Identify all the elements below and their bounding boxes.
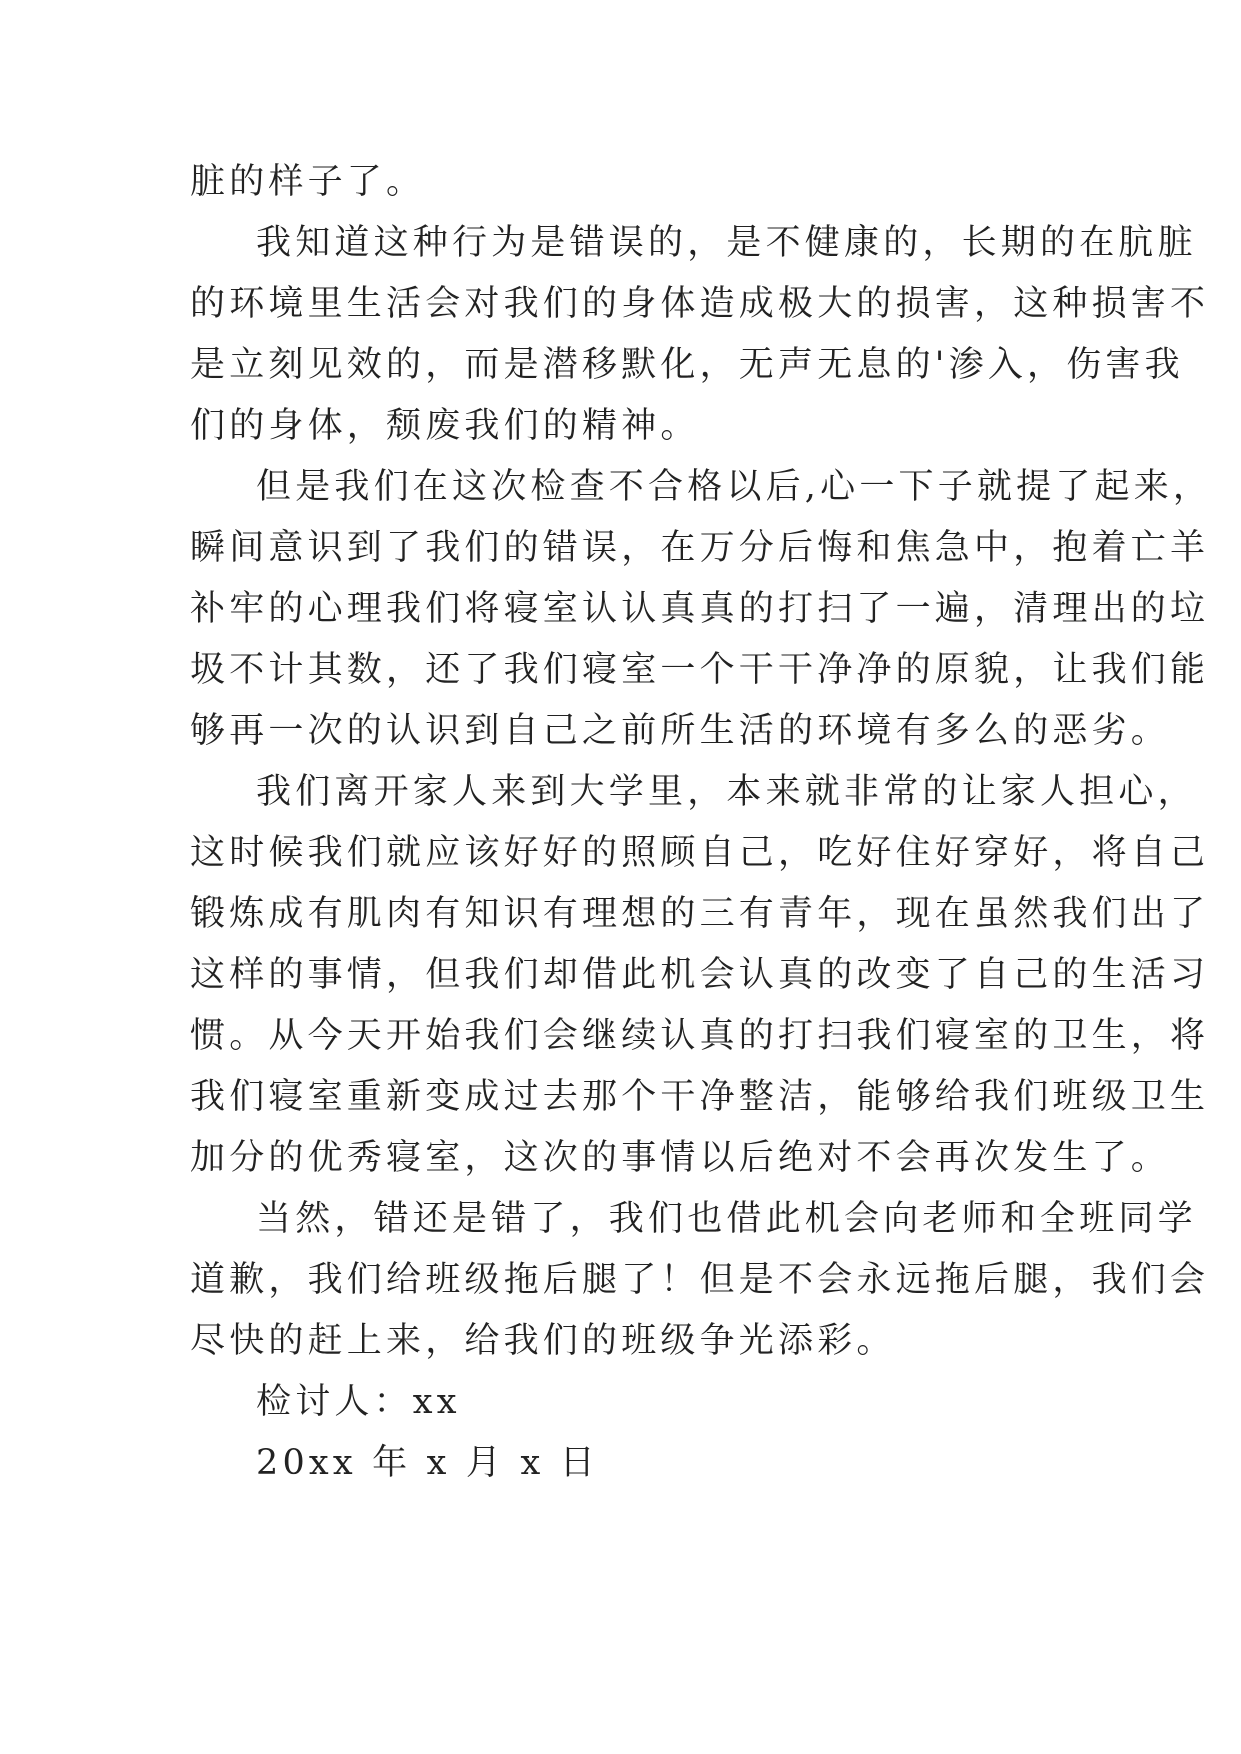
- text-line: 锻炼成有肌肉有知识有理想的三有青年，现在虽然我们出了: [190, 894, 1210, 934]
- text-line: 这样的事情，但我们却借此机会认真的改变了自己的生活习: [190, 955, 1210, 995]
- text-line: 们的身体，颓废我们的精神。: [190, 406, 700, 446]
- text-line: 补牢的心理我们将寝室认认真真的打扫了一遍，清理出的垃: [190, 589, 1210, 629]
- text-line: 当然，错还是错了，我们也借此机会向老师和全班同学: [256, 1199, 1197, 1239]
- text-line: 我们离开家人来到大学里，本来就非常的让家人担心，: [256, 772, 1197, 812]
- text-line: 是立刻见效的，而是潜移默化，无声无息的'渗入，伤害我: [190, 345, 1184, 385]
- text-line: 尽快的赶上来，给我们的班级争光添彩。: [190, 1321, 896, 1361]
- document-body: [190, 152, 1213, 1494]
- text-line: 但是我们在这次检查不合格以后,心一下子就提了起来，: [256, 467, 1213, 507]
- text-line: 这时候我们就应该好好的照顾自己，吃好住好穿好，将自己: [190, 833, 1210, 873]
- text-line: 的环境里生活会对我们的身体造成极大的损害，这种损害不: [190, 284, 1210, 324]
- text-line: 惯。从今天开始我们会继续认真的打扫我们寝室的卫生，将: [190, 1016, 1210, 1056]
- signature-line: 检讨人：xx: [256, 1382, 461, 1422]
- text-line: 加分的优秀寝室，这次的事情以后绝对不会再次发生了。: [190, 1138, 1171, 1178]
- text-line: 脏的样子了。: [190, 162, 426, 202]
- text-line: 道歉，我们给班级拖后腿了！但是不会永远拖后腿，我们会: [190, 1260, 1210, 1300]
- text-line: 圾不计其数，还了我们寝室一个干干净净的原貌，让我们能: [190, 650, 1210, 690]
- date-line: 20xx 年 x 月 x 日: [256, 1443, 599, 1483]
- text-line: 我知道这种行为是错误的，是不健康的，长期的在肮脏: [256, 223, 1197, 263]
- text-line: 我们寝室重新变成过去那个干净整洁，能够给我们班级卫生: [190, 1077, 1210, 1117]
- text-line: 够再一次的认识到自己之前所生活的环境有多么的恶劣。: [190, 711, 1171, 751]
- text-line: 瞬间意识到了我们的错误，在万分后悔和焦急中，抱着亡羊: [190, 528, 1210, 568]
